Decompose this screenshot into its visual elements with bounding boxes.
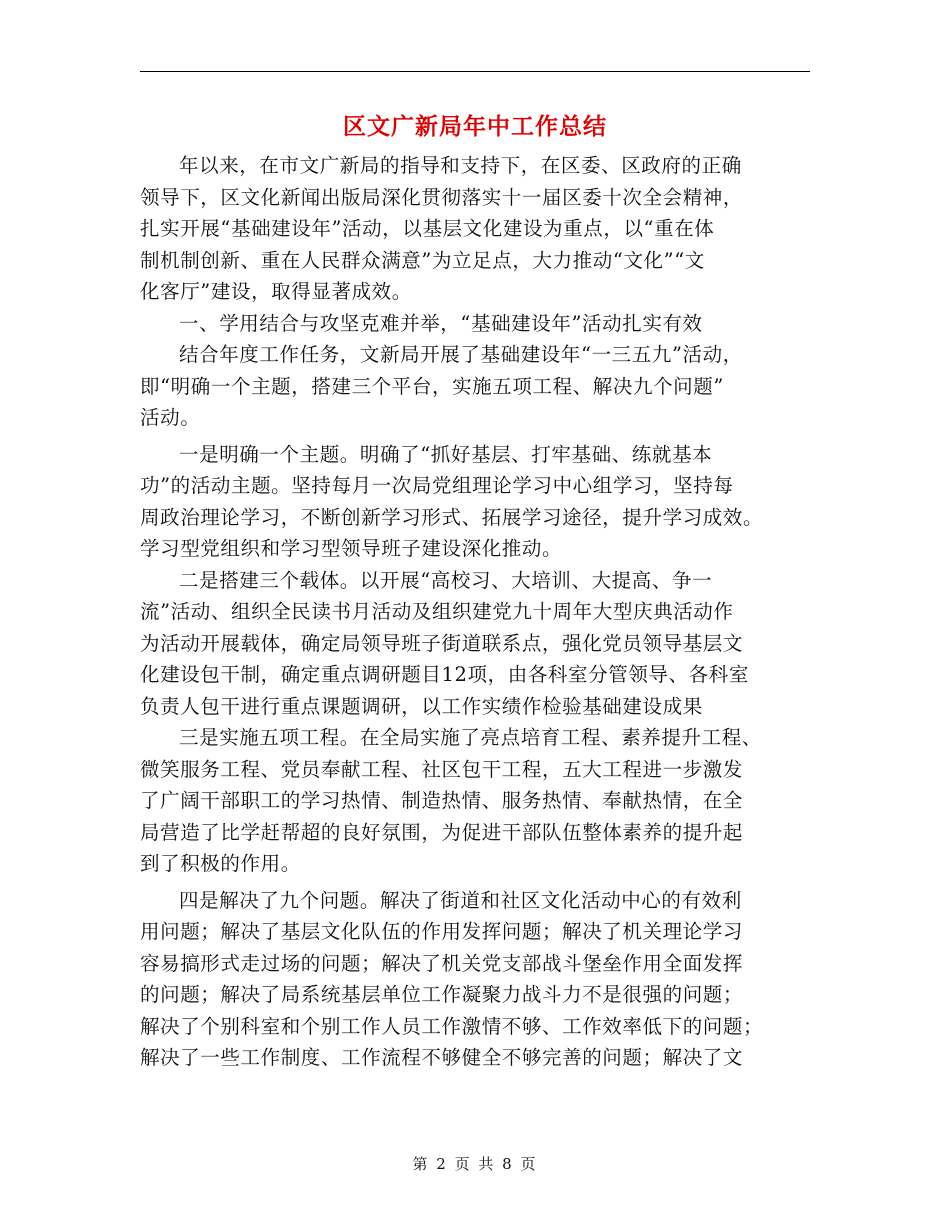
text-line: 三是实施五项工程。在全局实施了亮点培育工程、素养提升工程、 xyxy=(179,726,762,749)
document-body xyxy=(140,150,810,1105)
header-rule xyxy=(140,71,810,72)
text-line: 即“明确一个主题，搭建三个平台，实施五项工程、解决九个问题” xyxy=(140,374,724,398)
text-line: 四是解决了九个问题。解决了街道和社区文化活动中心的有效利 xyxy=(179,888,742,912)
text-line xyxy=(140,1074,810,1106)
text-line: 负责人包干进行重点课题调研，以工作实绩作检验基础建设成果 xyxy=(140,694,703,718)
text-line: 扎实开展“基础建设年”活动，以基层文化建设为重点，以“重在体 xyxy=(140,217,715,240)
text-line: 活动。 xyxy=(140,406,201,429)
text-line: 化建设包干制，确定重点调研题目12项，由各科室分管领导、各科室 xyxy=(140,663,749,686)
text-line: 解决了一些工作制度、工作流程不够健全不够完善的问题；解决了文 xyxy=(140,1046,744,1069)
text-line: 流”活动、组织全民读书月活动及组织建党九十周年大型庆典活动作 xyxy=(140,600,734,623)
text-line: 二是搭建三个载体。以开展“高校习、大培训、大提高、争一 xyxy=(179,568,713,592)
text-line: 了广阔干部职工的学习热情、制造热情、服务热情、奉献热情，在全 xyxy=(140,789,744,812)
text-line: 的问题；解决了局系统基层单位工作凝聚力战斗力不是很强的问题； xyxy=(140,983,744,1006)
section-heading: 一、学用结合与攻坚克难并举，“基础建设年”活动扎实有效 xyxy=(179,311,703,335)
page-footer: 第 2 页 共 8 页 xyxy=(412,1155,538,1173)
text-line: 周政治理论学习，不断创新学习形式、拓展学习途径，提升学习成效。 xyxy=(140,505,764,529)
text-line: 结合年度工作任务，文新局开展了基础建设年“一三五九”活动， xyxy=(179,343,743,366)
text-line: 为活动开展载体，确定局领导班子街道联系点，强化党员领导基层文 xyxy=(140,631,744,655)
text-line: 功”的活动主题。坚持每月一次局党组理论学习中心组学习，坚持每 xyxy=(140,474,734,497)
text-line: 容易搞形式走过场的问题；解决了机关党支部战斗堡垒作用全面发挥 xyxy=(140,951,744,975)
text-line: 年以来，在市文广新局的指导和支持下，在区委、区政府的正确 xyxy=(179,154,742,177)
text-line: 一是明确一个主题。明确了“抓好基层、打牢基础、练就基本 xyxy=(179,442,713,466)
text-line: 微笑服务工程、党员奉献工程、社区包干工程，五大工程进一步激发 xyxy=(140,757,744,781)
text-line: 领导下，区文化新闻出版局深化贯彻落实十一届区委十次全会精神， xyxy=(140,185,744,209)
text-line: 制机制创新、重在人民群众满意”为立足点，大力推动“文化”“文 xyxy=(140,248,705,272)
text-line: 化客厅”建设，取得显著成效。 xyxy=(140,280,412,303)
text-line: 解决了个别科室和个别工作人员工作激情不够、工作效率低下的问题； xyxy=(140,1014,764,1038)
text-line: 学习型党组织和学习型领导班子建设深化推动。 xyxy=(140,537,563,560)
text-line: 到了积极的作用。 xyxy=(140,852,301,875)
document-title: 区文广新局年中工作总结 xyxy=(343,113,607,140)
text-line: 用问题；解决了基层文化队伍的作用发挥问题；解决了机关理论学习 xyxy=(140,920,744,943)
text-line: 局营造了比学赶帮超的良好氛围，为促进干部队伍整体素养的提升起 xyxy=(140,820,744,844)
